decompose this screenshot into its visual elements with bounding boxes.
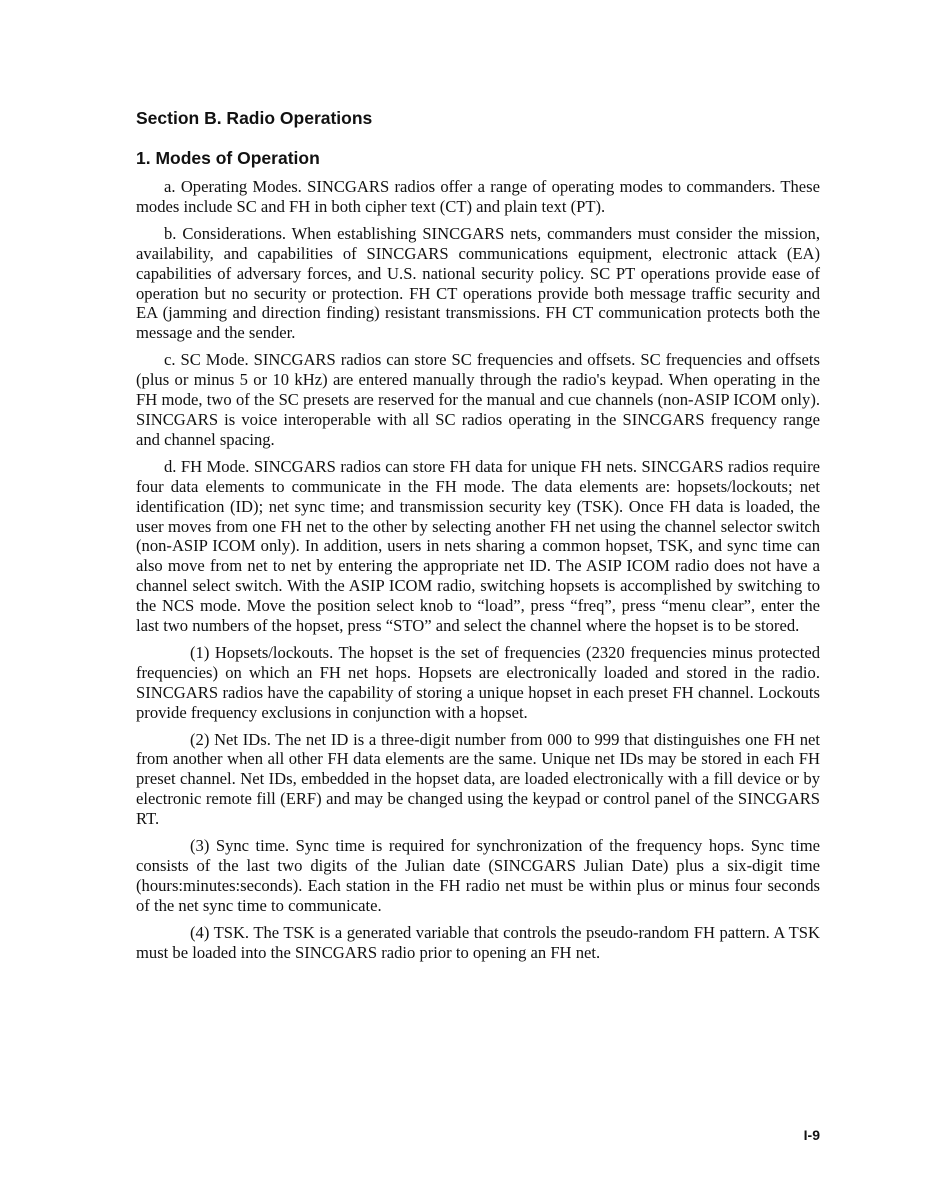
paragraph-considerations: b. Considerations. When establishing SINCGARS nets, commanders must consider the mission, availability, and capabilities of SINCGARS communications equipment, electronic attack (EA) capabilities of adversary forces, and U.S. national security policy. SC PT operations provide ease of operation but no security or protection. FH CT operations provide both message traffic security and EA (jamming and direction finding) resistant transmissions. FH CT communication protects both the message and the sender. bbox=[136, 223, 820, 343]
paragraph-sc-mode: c. SC Mode. SINCGARS radios can store SC frequencies and offsets. SC frequencies and offsets (plus or minus 5 or 10 kHz) are entered manually through the radio's keypad. When operating in the FH mode, two of the SC presets are reserved for the manual and cue channels (non-ASIP ICOM only). SINCGARS is voice interoperable with all SC radios operating in the SINCGARS frequency range and channel spacing. bbox=[136, 350, 820, 449]
paragraph-sync-time: (3) Sync time. Sync time is required for synchronization of the frequency hops. Sync time consists of the last two digits of the Julian date (SINCGARS Julian Date) plus a six-digit time (hours:minutes:seconds). Each station in the FH radio net must be within plus or minus four seconds of the net sync time to communicate. bbox=[136, 836, 820, 915]
paragraph-hopsets-lockouts: (1) Hopsets/lockouts. The hopset is the set of frequencies (2320 frequencies minus protected frequencies) on which an FH net hops. Hopsets are electronically loaded and stored in the radio. SINCGARS radios have the capability of storing a unique hopset in each preset FH channel. Lockouts provide frequency exclusions in conjunction with a hopset. bbox=[136, 642, 820, 722]
body-text bbox=[136, 177, 820, 970]
paragraph-fh-mode: d. FH Mode. SINCGARS radios can store FH data for unique FH nets. SINCGARS radios require four data elements to communicate in the FH mode. The data elements are: hopsets/lockouts; net identification (ID); net sync time; and transmission security key (TSK). Once FH data is loaded, the user moves from one FH net to the other by selecting another FH net using the channel selector switch (non-ASIP ICOM only). In addition, users in nets sharing a common hopset, TSK, and sync time can also move from net to net by entering the appropriate net ID. The ASIP ICOM radio does not have a channel select switch. With the ASIP ICOM radio, switching hopsets is accomplished by switching to the NCS mode. Move the position select knob to “load”, press “freq”, press “menu clear”, enter the last two numbers of the hopset, press “STO” and select the channel where the hopset is to be stored. bbox=[136, 456, 820, 636]
page-number: I-9 bbox=[803, 1127, 820, 1143]
section-heading: Section B. Radio Operations bbox=[136, 108, 373, 128]
subsection-heading: 1. Modes of Operation bbox=[136, 148, 320, 168]
paragraph-net-ids: (2) Net IDs. The net ID is a three-digit number from 000 to 999 that distinguishes one FH net from another when all other FH data elements are the same. Unique net IDs may be stored in each FH preset channel. Net IDs, embedded in the hopset data, are loaded electronically with a fill device or by electronic remote fill (ERF) and may be changed using the keypad or control panel of the SINCGARS RT. bbox=[136, 729, 820, 829]
paragraph-operating-modes: a. Operating Modes. SINCGARS radios offer a range of operating modes to commanders. These modes include SC and FH in both cipher text (CT) and plain text (PT). bbox=[136, 177, 820, 216]
paragraph-tsk: (4) TSK. The TSK is a generated variable that controls the pseudo-random FH pattern. A TSK must be loaded into the SINCGARS radio prior to opening an FH net. bbox=[136, 922, 820, 962]
